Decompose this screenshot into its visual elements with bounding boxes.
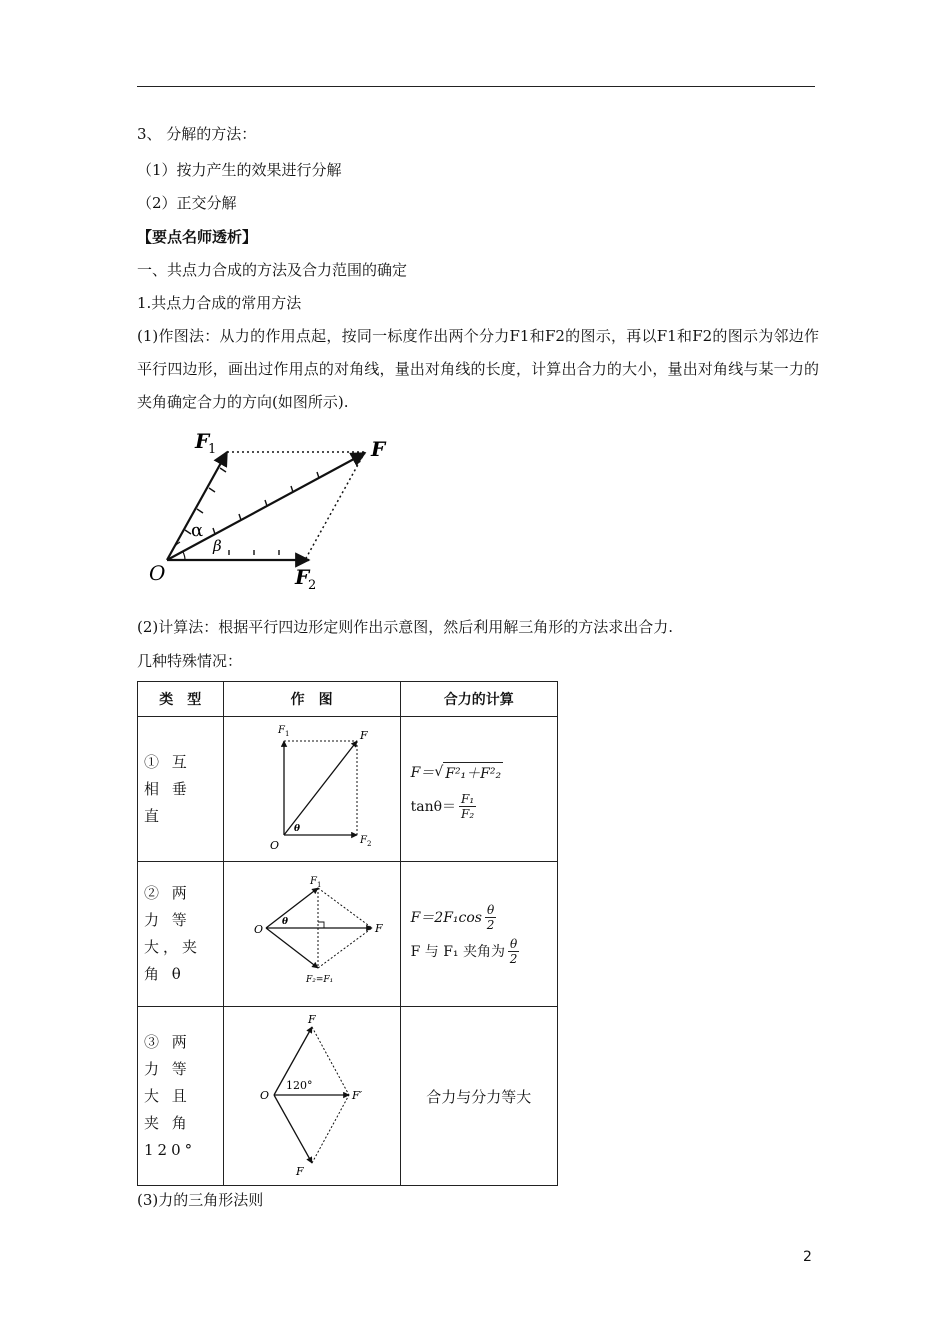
formula-resultant: F＝ √ F²₁＋F²₂ (411, 755, 557, 789)
graph-method-paragraph: (1)作图法：从力的作用点起，按同一标度作出两个分力F1和F2的图示，再以F1和F2的图示为邻边作平行四边形，画出过作用点的对角线，量出对角线的长度，计算出合力的大小，量出对角线与某一力的夹角确定合力的方向(如图所示). (137, 327, 819, 411)
rhombus-figure (224, 862, 400, 1002)
label-beta: β (213, 537, 222, 555)
fig-label-f: F (374, 922, 383, 935)
case-type-perpendicular: ① 互 相 垂 直 (138, 717, 224, 862)
case-figure-cell (223, 717, 400, 862)
section-title: 【要点名师透析】 (137, 228, 258, 246)
fig-label-theta: θ (293, 824, 300, 834)
fig-label-o: O (269, 839, 279, 852)
text-line-orthogonal: （2）正交分解 (137, 194, 237, 212)
method-title: 1.共点力合成的常用方法 (137, 294, 302, 312)
formula-resultant (411, 900, 557, 934)
angle-120-figure (224, 1007, 400, 1181)
table-header: 类 型 (138, 682, 224, 717)
special-cases-line: 几种特殊情况： (137, 652, 243, 670)
case-formula-cell (400, 717, 557, 862)
fig-label-o: O (259, 1089, 269, 1102)
label-f2-sub: 2 (308, 578, 317, 593)
scale-ticks (185, 468, 319, 555)
parallelogram-figure (137, 428, 397, 598)
frac-denominator: 2 (509, 951, 518, 966)
formula-text: F＝2F₁cos (410, 910, 482, 926)
fig-label-f1-sub: 1 (316, 881, 322, 889)
fig-label-f-bottom: F (295, 1165, 304, 1178)
table-header-row (138, 682, 558, 717)
perpendicular-figure (224, 717, 400, 857)
header-rule (137, 86, 815, 87)
fig-label-f2-eq: F₂=F₁ (305, 975, 333, 985)
triangle-rule-line: (3)力的三角形法则 (137, 1191, 264, 1209)
fig-label-angle: 120° (285, 1079, 313, 1092)
page-number: 2 (803, 1249, 812, 1265)
fig-label-f-prime: F′ (351, 1089, 362, 1102)
table-row (138, 862, 558, 1007)
subsection-title: 一、共点力合成的方法及合力范围的确定 (137, 261, 408, 279)
formula-text: tanθ＝ (410, 799, 457, 815)
table-header: 合力的计算 (400, 682, 557, 717)
formula-radicand: F²₁＋F²₂ (443, 762, 503, 783)
frac-denominator: F₂ (461, 806, 475, 821)
fig-label-f1: F (277, 725, 285, 736)
frac-denominator: 2 (486, 917, 495, 932)
frac-numerator: θ (509, 936, 518, 951)
table-row (138, 717, 558, 862)
label-f1: F (195, 429, 210, 453)
calc-method-line: (2)计算法：根据平行四边形定则作出示意图，然后利用解三角形的方法求出合力. (137, 618, 674, 636)
table-header: 作 图 (223, 682, 400, 717)
case-figure-cell (223, 1007, 400, 1186)
label-alpha: α (191, 520, 204, 541)
fig-label-f1: F (309, 876, 317, 887)
case-formula-cell: 合力与分力等大 (400, 1007, 557, 1186)
case-type-120: ③ 两 力 等 大 且 夹 角 120° (138, 1007, 224, 1186)
label-f2: F (295, 565, 310, 589)
case-formula-cell (400, 862, 557, 1007)
fig-label-theta: θ (281, 917, 288, 927)
label-f1-sub: 1 (208, 442, 217, 457)
label-origin: O (149, 561, 166, 585)
label-f: F (371, 437, 386, 461)
fig-label-f2: F (359, 835, 367, 846)
formula-text: F 与 F₁ 夹角为 (410, 944, 505, 960)
fig-label-f-top: F (307, 1013, 316, 1026)
formula-text: F＝ (410, 765, 435, 781)
fig-label-f: F (359, 729, 368, 742)
case-figure-cell (223, 862, 400, 1007)
frac-numerator: F₁ (461, 791, 475, 806)
fig-label-f2-sub: 2 (366, 840, 372, 848)
text-line-method-heading: 3、 分解的方法： (137, 125, 257, 143)
frac-numerator: θ (487, 902, 495, 917)
case-type-equal: ② 两 力 等 大，夹角 θ (138, 862, 224, 1007)
formula-tan (411, 789, 557, 823)
fig-label-o: O (253, 923, 263, 936)
special-cases-table (137, 681, 558, 1186)
formula-angle (411, 934, 557, 968)
table-row (138, 1007, 558, 1186)
fig-label-f1-sub: 1 (284, 730, 290, 738)
text-line-effect: （1）按力产生的效果进行分解 (137, 161, 342, 179)
